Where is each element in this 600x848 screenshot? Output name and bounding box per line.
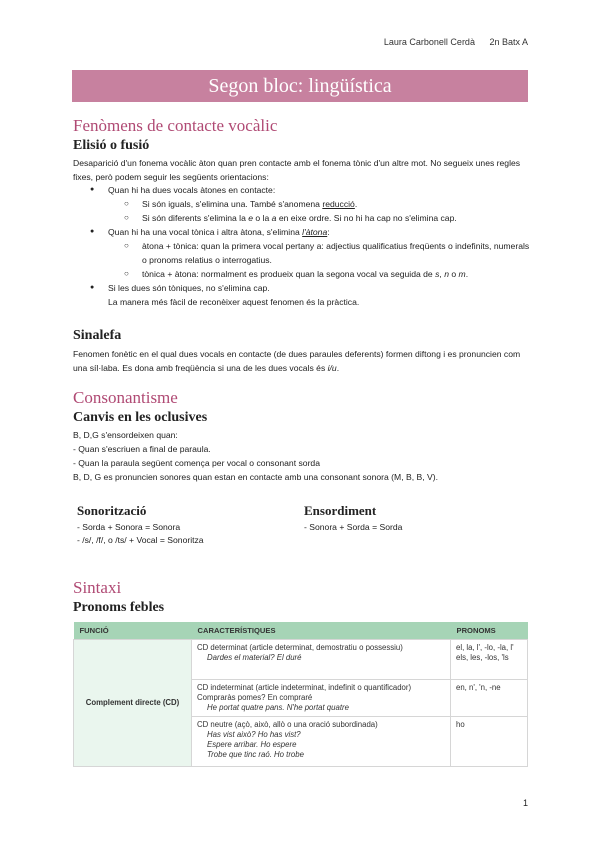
sonoritzacio-heading: Sonorització (77, 503, 147, 518)
section-heading-vocalic: Fenòmens de contacte vocàlic (73, 116, 278, 135)
subheading-sinalefa: Sinalefa (73, 328, 122, 343)
page-title: Segon bloc: lingüística (208, 74, 392, 97)
sonoritzacio-list: - Sorda + Sonora = Sonora - /s/, /f/, o /ts/ + Vocal = Sonoritza (77, 522, 204, 545)
sub-bullet-item: ○ àtona + tònica: quan la primera vocal pertany a: adjectius qualificatius freqüents o indefinits, numerals o pronoms relatius o interrogatius. (124, 239, 530, 267)
elisio-intro: Desaparició d'un fonema vocàlic àton quan pren contacte amb el fonema tònic d'un altre mot. No segueix unes regles fixes, però podem seguir les següents orientacions: (73, 158, 521, 182)
pronoms-cell: en, n', 'n, -ne (451, 680, 528, 717)
page-header (384, 37, 528, 47)
caracteristiques-cell: CD indeterminat (article indeterminat, indefinit o quantificador) Compraràs pomes? En compraré He portat quatre pans. N'he portat quatre (192, 680, 451, 717)
class-label: 2n Batx A (489, 37, 528, 47)
header-caracteristiques: CARACTERÍSTIQUES (192, 622, 451, 640)
pronoms-cell: el, la, l', -lo, -la, l' els, les, -los, 'ls (451, 640, 528, 680)
oclusives-text: B, D,G s'ensordeixen quan: - Quan s'escriuen a final de paraula. - Quan la paraula següent comença per vocal o consonant sorda B, D, G es pronuncien sonores quan estan en contacte amb una consonant sonora (M, B, B, V). (73, 430, 438, 482)
table-header-row (74, 622, 528, 640)
header-pronoms: PRONOMS (451, 622, 528, 640)
sub-bullet-item: ○ Si són diferents s'elimina la e o la a en eixe ordre. Si no hi ha cap no s'elimina cap. (124, 211, 530, 225)
caracteristiques-cell: CD neutre (açò, això, allò o una oració subordinada) Has vist això? Ho has vist? Espere arribar. Ho espere Trobe que tinc raó. Ho trobe (192, 717, 451, 767)
sub-bullet-item: ○ Si són iguals, s'elimina una. També s'anomena reducció. (124, 197, 530, 211)
bullet-item: ● Quan hi ha una vocal tònica i altra àtona, s'elimina l'àtona: ○ àtona + tònica: quan la primera vocal pertany a: adjectius qualificatius freqüents o indefinits, numerals o pronoms relatius o interrogatius. ○ tònica + àtona: normalment es produeix quan la segona vocal va seguida de s, n o m. (90, 225, 530, 281)
author-name: Laura Carbonell Cerdà (383, 37, 475, 47)
header-funcio: FUNCIÓ (74, 622, 192, 640)
bullet-item: ● Quan hi ha dues vocals àtones en contacte: ○ Si són iguals, s'elimina una. També s'anomena reducció. ○ Si són diferents s'elimina la e o la a en eixe ordre. Si no hi ha cap no s'elimina cap. (90, 183, 530, 225)
bullet-item: ● Si les dues són tòniques, no s'elimina cap. La manera més fàcil de reconèixer aquest fenomen és la pràctica. (90, 281, 530, 309)
ensordiment-list: - Sonora + Sorda = Sorda (304, 522, 403, 532)
section-heading-consonantisme: Consonantisme (73, 388, 178, 407)
pronoms-table (73, 622, 528, 767)
subheading-elisio: Elisió o fusió (73, 138, 150, 153)
pronoms-cell: ho (451, 717, 528, 767)
sinalefa-text: Fenomen fonètic en el qual dues vocals en contacte (de dues paraules deferents) formen diftong i es pronuncien com una síl·laba. Es dona amb freqüència si una de les dues vocals és i/u. (73, 349, 521, 373)
elisio-bullets (90, 183, 530, 309)
section-heading-sintaxi: Sintaxi (73, 578, 122, 597)
ensordiment-heading: Ensordiment (304, 503, 377, 518)
page-number: 1 (522, 798, 528, 808)
funcio-cell: Complement directe (CD) (74, 640, 192, 767)
subheading-oclusives: Canvis en les oclusives (73, 410, 208, 425)
subheading-pronoms: Pronoms febles (73, 600, 165, 615)
table-row (74, 640, 528, 680)
title-band (72, 70, 528, 102)
caracteristiques-cell: CD determinat (article determinat, demostratiu o possessiu) Dardes el material? El duré (192, 640, 451, 680)
sub-bullet-item: ○ tònica + àtona: normalment es produeix quan la segona vocal va seguida de s, n o m. (124, 267, 530, 281)
